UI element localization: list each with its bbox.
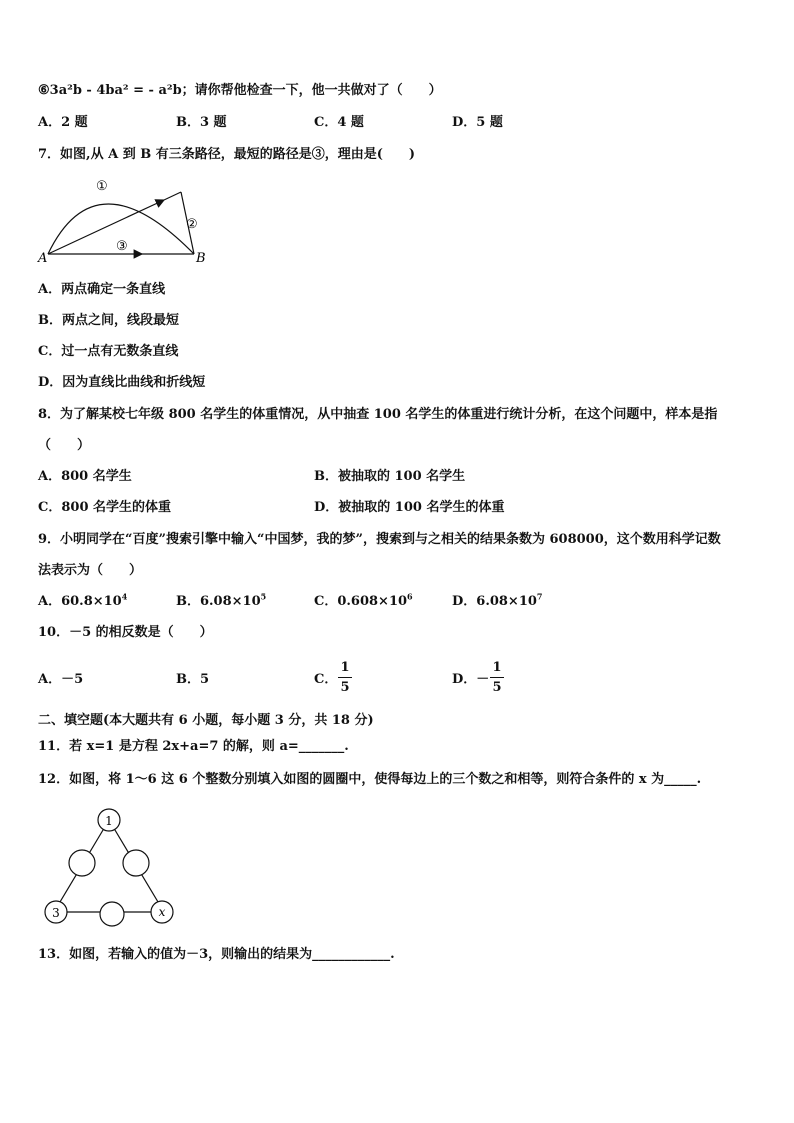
q6-option-c: C．4 题 [314,115,364,130]
q8-option-c: C．800 名学生的体重 [38,500,172,515]
label-a: A [38,251,48,266]
q10-stem: 10．－5 的相反数是（ ） [38,625,213,640]
q12-triangle-figure [38,804,180,928]
circle-bottom-right-value: x [158,905,166,919]
fraction-denominator: 5 [340,680,350,695]
q13-stem: 13．如图，若输入的值为－3，则输出的结果为____________. [38,947,395,962]
q6-option-d: D．5 题 [452,115,503,130]
q10-option-c-fraction [338,659,352,696]
label-path-3: ③ [116,239,128,254]
q11-stem: 11．若 x=1 是方程 2x+a=7 的解，则 a=_______. [38,739,349,754]
q8-option-a: A．800 名学生 [38,469,132,484]
q7-option-a: A．两点确定一条直线 [38,282,166,297]
section-2-title: 二、填空题(本大题共有 6 小题，每小题 3 分，共 18 分) [38,713,374,728]
label-b: B [196,251,206,266]
q10-option-d-fraction [490,659,504,696]
fraction-bar [490,677,504,678]
q10-option-b: B．5 [176,672,210,687]
q8-option-d: D．被抽取的 100 名学生的体重 [314,500,505,515]
q12-stem: 12．如图，将 1～6 这 6 个整数分别填入如图的圆圈中，使得每边上的三个数之和相等，则符合条件的 x 为_____. [38,772,702,787]
q8-option-b: B．被抽取的 100 名学生 [314,469,466,484]
label-path-2: ② [186,217,198,232]
q8-stem-line1: 8．为了解某校七年级 800 名学生的体重情况，从中抽查 100 名学生的体重进行统计分析，在这个问题中，样本是指 [38,407,718,422]
q7-stem: 7．如图,从 A 到 B 有三条路径，最短的路径是③，理由是( ) [38,147,416,162]
q10-option-c-label: C． [314,672,338,687]
q9-stem-line1: 9．小明同学在“百度”搜索引擎中输入“中国梦，我的梦”，搜索到与之相关的结果条数为 608000，这个数用科学记数 [38,532,721,547]
q7-option-b: B．两点之间，线段最短 [38,313,179,328]
q7-option-d: D．因为直线比曲线和折线短 [38,375,206,390]
circle-top-value: 1 [105,814,113,828]
fraction-numerator: 1 [492,660,502,675]
q9-option-b: B．$6.08\times 10^5$ [176,591,267,609]
circle-bottom-left-value: 3 [52,906,60,920]
q9-option-d: D．$6.08\times 10^7$ [452,591,543,609]
fraction-denominator: 5 [492,680,502,695]
label-path-1: ① [96,179,108,194]
fraction-numerator: 1 [340,660,350,675]
circle-left-mid [69,850,95,876]
path-2-segment-2 [164,192,181,200]
q7-option-c: C．过一点有无数条直线 [38,344,179,359]
q6-option-a: A．2 题 [38,115,88,130]
circle-right-mid [123,850,149,876]
q7-path-figure [36,174,216,266]
fraction-bar [338,677,352,678]
q8-stem-line2: （ ） [38,438,91,453]
q9-option-c: C．$0.608\times 10^6$ [314,591,413,609]
q6-option-b: B．3 题 [176,115,227,130]
q10-option-a: A．－5 [38,672,84,687]
q9-option-a: A．$60.8\times 10^4$ [38,591,128,609]
q10-option-d-label: D．－ [452,672,490,687]
q9-stem-line2: 法表示为（ ） [38,563,143,578]
circle-bottom-mid [100,902,124,926]
q6-tail-text: ⑥3a²b - 4ba² = - a²b；请你帮他检查一下，他一共做对了（ ） [38,83,442,98]
